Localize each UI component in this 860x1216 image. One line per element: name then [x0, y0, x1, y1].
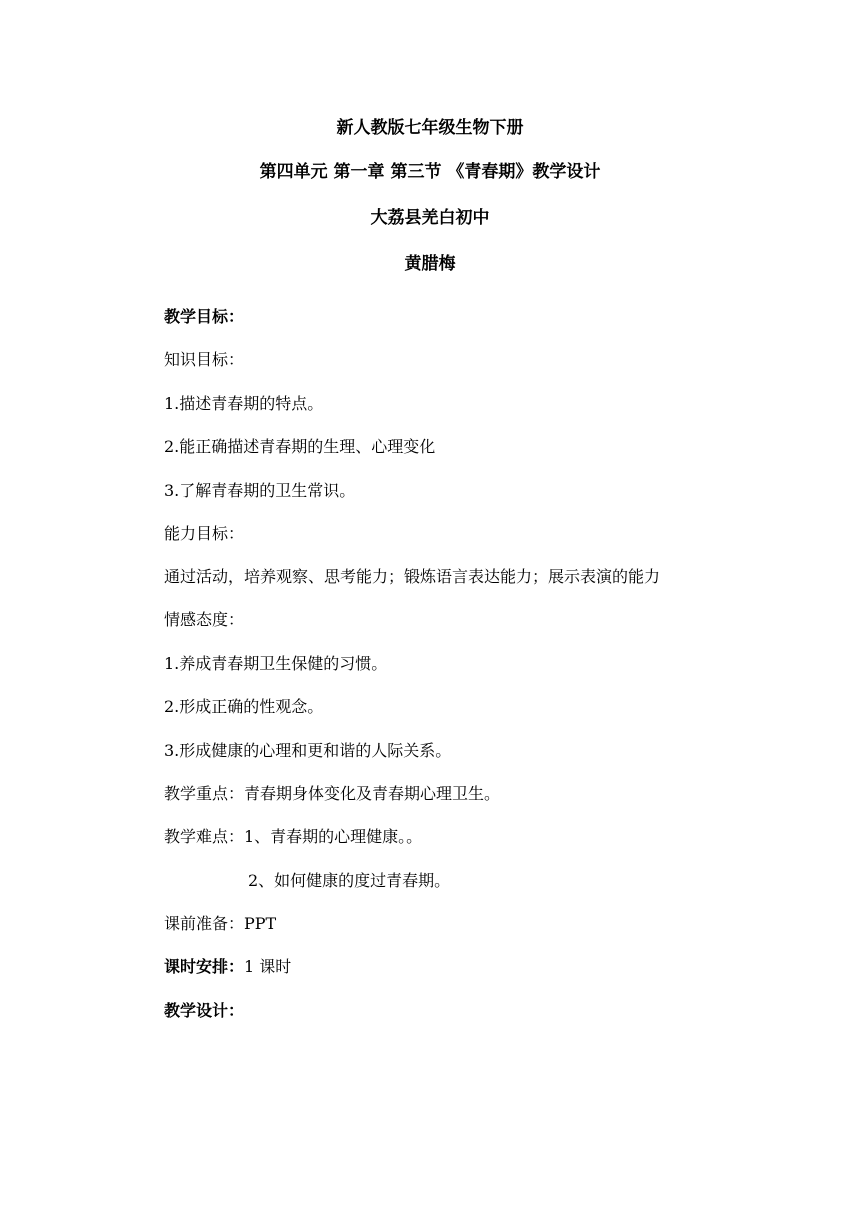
- author-name: 黄腊梅: [404, 254, 456, 274]
- schedule-label: 课时安排：: [164, 957, 245, 976]
- schedule-value: 1 课时: [244, 957, 292, 976]
- knowledge-item: 2.能正确描述青春期的生理、心理变化: [164, 437, 436, 456]
- knowledge-item: 1.描述青春期的特点。: [164, 394, 324, 413]
- teaching-key-point: 教学重点：青春期身体变化及青春期心理卫生。: [164, 784, 501, 803]
- teaching-difficulty-continued: 2、如何健康的度过青春期。: [248, 871, 451, 890]
- attitude-item: 2.形成正确的性观念。: [164, 697, 324, 716]
- teaching-difficulty: 教学难点：1、青春期的心理健康。。: [164, 827, 423, 846]
- lesson-preparation: 课前准备：PPT: [164, 914, 277, 933]
- attitude-item: 3.形成健康的心理和更和谐的人际关系。: [164, 741, 452, 760]
- knowledge-item: 3.了解青春期的卫生常识。: [164, 481, 356, 500]
- book-title: 新人教版七年级生物下册: [336, 118, 524, 138]
- teaching-design-heading: 教学设计：: [164, 1001, 245, 1020]
- school-name: 大荔县羌白初中: [370, 208, 490, 228]
- lesson-title: 第四单元 第一章 第三节 《青春期》教学设计: [259, 162, 601, 182]
- teaching-goals-heading: 教学目标：: [164, 307, 245, 326]
- attitude-item: 1.养成青春期卫生保健的习惯。: [164, 654, 388, 673]
- class-schedule: [164, 956, 291, 978]
- ability-goals-heading: 能力目标：: [164, 524, 245, 543]
- knowledge-goals-heading: 知识目标：: [164, 350, 245, 369]
- ability-goals-text: 通过活动，培养观察、思考能力；锻炼语言表达能力；展示表演的能力: [164, 567, 661, 586]
- attitude-heading: 情感态度：: [164, 610, 245, 629]
